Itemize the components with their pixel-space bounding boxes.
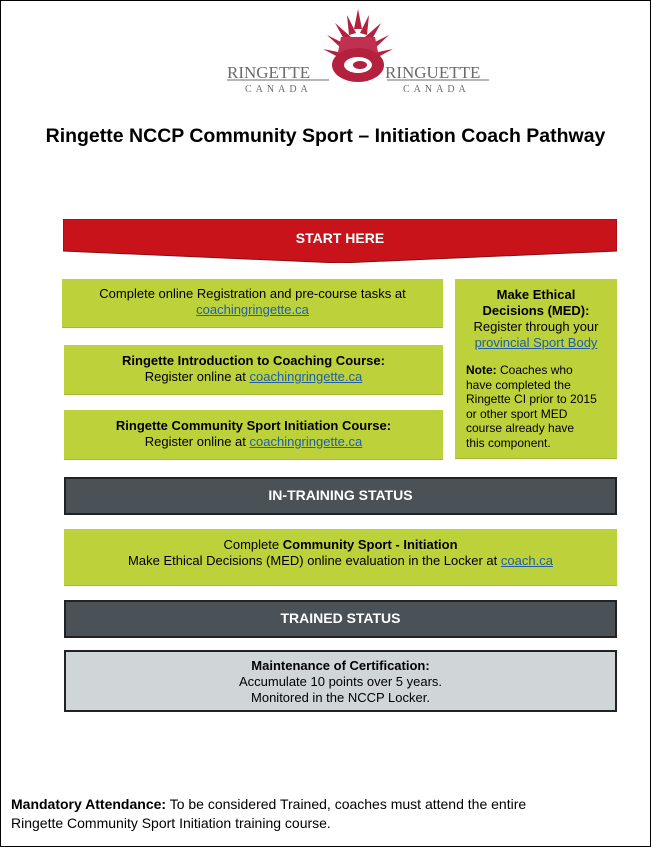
med-note-line: have completed the xyxy=(466,377,571,392)
logo-left-text: RINGETTE xyxy=(227,63,311,82)
maintenance-heading: Maintenance of Certification: xyxy=(251,658,430,673)
initiation-course-text: Register online at xyxy=(144,434,246,449)
initiation-course-step xyxy=(64,410,443,460)
footer-text: To be considered Trained, coaches must attend the entire xyxy=(169,796,527,812)
trained-status-label: TRAINED STATUS xyxy=(280,610,401,626)
evaluation-link[interactable]: coach.ca xyxy=(500,553,553,568)
med-note-line: this component. xyxy=(466,435,551,450)
page-title: Ringette NCCP Community Sport – Initiation Coach Pathway xyxy=(45,125,606,147)
registration-text: Complete online Registration and pre-course tasks at xyxy=(99,286,406,301)
maintenance-box xyxy=(64,650,617,712)
mandatory-attendance-note xyxy=(11,795,641,833)
intro-course-text: Register online at xyxy=(144,369,246,384)
start-here-label: START HERE xyxy=(295,230,385,246)
med-text: Register through your xyxy=(473,319,599,334)
ringette-canada-logo xyxy=(223,7,493,95)
med-note-line: or other sport MED xyxy=(466,406,568,421)
intro-course-heading: Ringette Introduction to Coaching Course: xyxy=(122,353,385,368)
initiation-course-link[interactable]: coachingringette.ca xyxy=(249,434,363,449)
maintenance-line2: Monitored in the NCCP Locker. xyxy=(251,690,430,705)
med-note-line: Coaches who xyxy=(500,363,573,377)
med-note xyxy=(463,363,609,450)
initiation-course-heading: Ringette Community Sport Initiation Course: xyxy=(115,418,392,433)
med-note-label: Note: xyxy=(466,363,497,377)
intro-course-step xyxy=(64,345,443,395)
evaluation-prefix: Complete xyxy=(223,537,280,552)
maple-leaf-icon xyxy=(223,7,493,95)
in-training-status-label: IN-TRAINING STATUS xyxy=(268,487,413,503)
intro-course-link[interactable]: coachingringette.ca xyxy=(249,369,363,384)
footer-label: Mandatory Attendance: xyxy=(11,796,167,812)
logo-right-text: RINGUETTE xyxy=(385,63,481,82)
logo-right-sub: CANADA xyxy=(403,84,470,95)
evaluation-line2: Make Ethical Decisions (MED) online evaluation in the Locker at xyxy=(128,553,498,568)
med-note-line: Ringette CI prior to 2015 xyxy=(466,392,597,406)
med-heading-2: Decisions (MED): xyxy=(482,303,590,318)
in-training-status-bar xyxy=(64,477,617,515)
start-here-banner xyxy=(63,219,617,263)
trained-status-bar xyxy=(64,600,617,638)
evaluation-bold: Community Sport - Initiation xyxy=(282,537,458,552)
logo-left-sub: CANADA xyxy=(245,84,312,95)
med-link[interactable]: provincial Sport Body xyxy=(474,335,598,350)
footer-text-2: Ringette Community Sport Initiation training course. xyxy=(11,815,331,831)
med-note-line: course already have xyxy=(466,421,575,435)
registration-step xyxy=(62,279,443,328)
registration-link[interactable]: coachingringette.ca xyxy=(196,302,309,317)
evaluation-step xyxy=(64,529,617,586)
med-step xyxy=(455,279,617,459)
maintenance-line1: Accumulate 10 points over 5 years. xyxy=(238,674,443,689)
med-heading-1: Make Ethical xyxy=(496,287,576,302)
